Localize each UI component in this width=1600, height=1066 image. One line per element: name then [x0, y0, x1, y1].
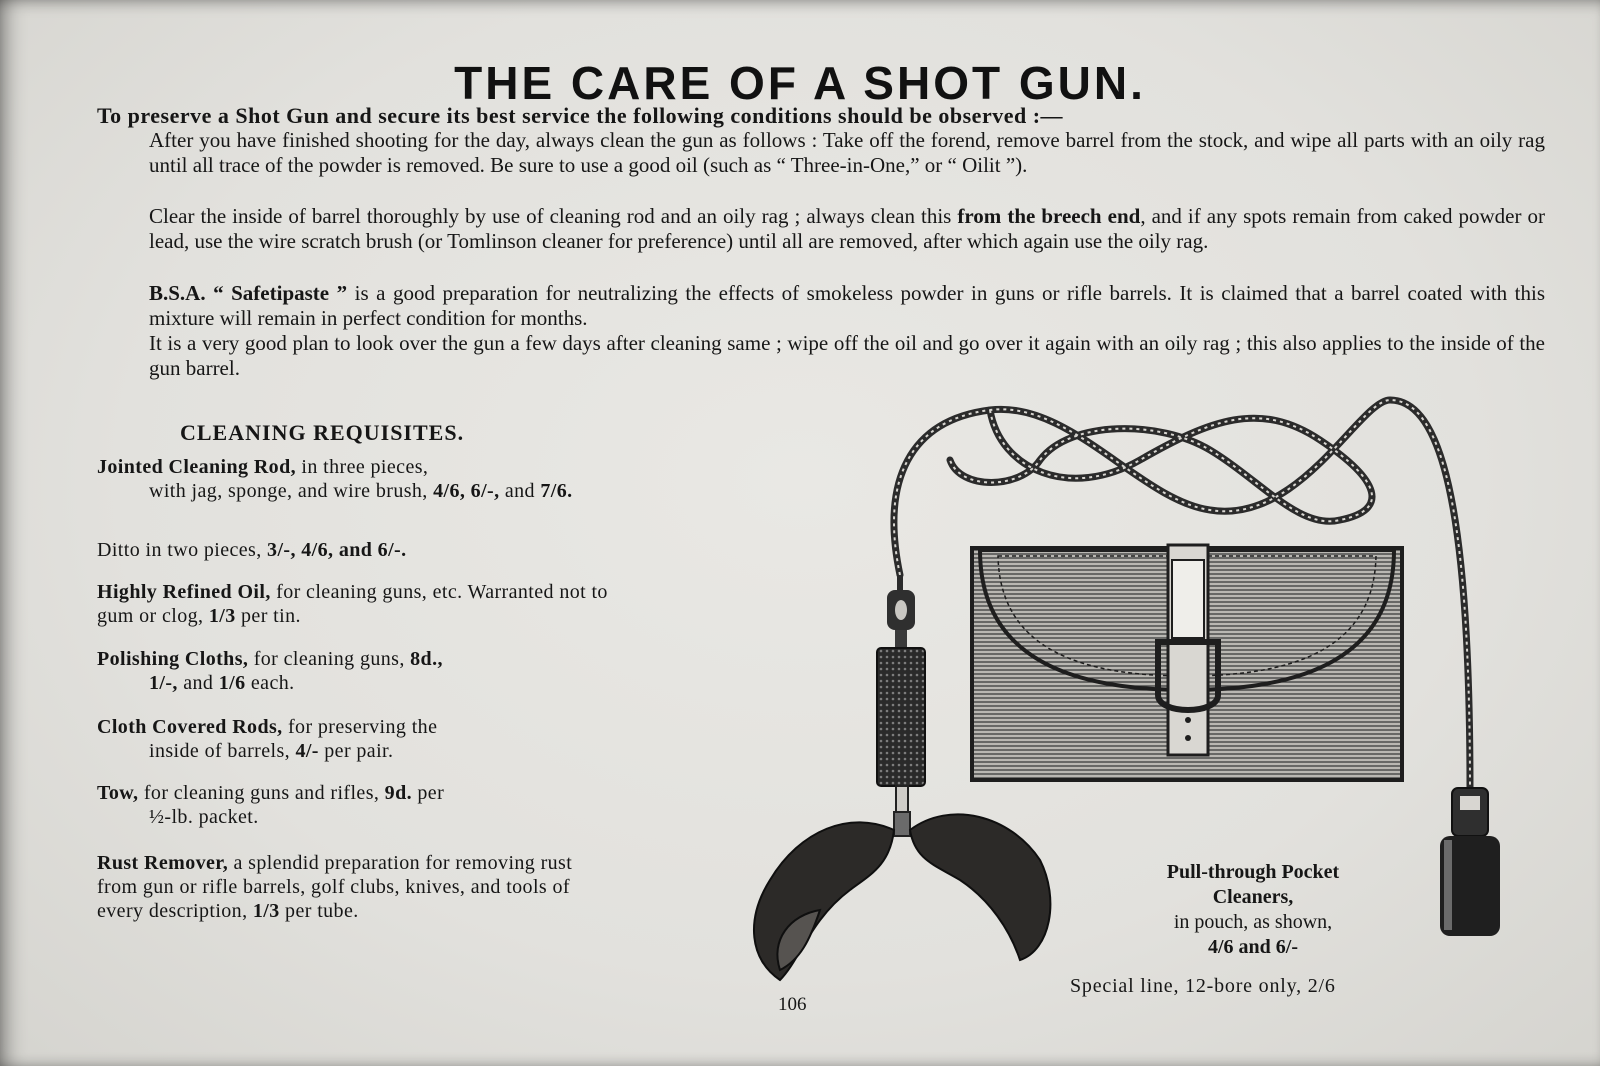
- item-price: 8d.,: [410, 648, 443, 670]
- list-item-cleaning-rod: [97, 455, 617, 503]
- cleaning-rag: [754, 814, 1050, 980]
- page-title: THE CARE OF A SHOT GUN.: [454, 57, 1146, 109]
- item-text: ½-lb. packet.: [149, 806, 259, 828]
- list-item-polishing-cloths: [97, 647, 617, 695]
- item-price: 7/6.: [540, 480, 573, 502]
- item-name: Polishing Cloths,: [97, 648, 249, 670]
- paragraph-barrel: [97, 204, 1545, 254]
- paragraph-cleaning-steps: [97, 128, 1545, 178]
- paragraph-text: is a good preparation for neutralizing the effects of smokeless powder in guns or rifle barrels. It is claimed that a barrel coated with this mixture will remain in perfect condition for months.: [149, 281, 1545, 330]
- page-number: 106: [778, 994, 807, 1015]
- wire-brush: [877, 575, 925, 836]
- item-text: per pair.: [318, 740, 394, 762]
- item-price: 1/-,: [149, 672, 178, 694]
- paragraph-text: After you have finished shooting for the day, always clean the gun as follows : Take off the forend, remove barrel from the stock, and wipe all parts with an oily rag until all trace of the powder is removed. Be sure to use a good oil (such as “ Three-in-One,” or “ Oilit ”).: [149, 128, 1545, 177]
- item-text: for preserving the: [282, 716, 438, 738]
- item-text: for cleaning guns, etc. Warranted not to gum or clog,: [97, 581, 608, 627]
- paragraph-text: It is a very good plan to look over the gun a few days after cleaning same ; wipe off the oil and go over it again with an oily rag ; this also applies to the inside of the gun barrel.: [149, 331, 1545, 380]
- caption-line: Cleaners,: [1212, 886, 1294, 908]
- item-text: and: [499, 480, 541, 502]
- caption-line: Pull-through Pocket: [1166, 861, 1340, 883]
- item-text: with jag, sponge, and wire brush,: [149, 480, 434, 502]
- list-item-covered-rods: [97, 715, 617, 763]
- caption-price: 4/6 and 6/-: [1207, 936, 1299, 958]
- paragraph-safetipaste: [97, 281, 1545, 331]
- item-price: 1/3: [208, 605, 236, 627]
- item-name: Highly Refined Oil,: [97, 581, 271, 603]
- item-price: 4/-: [295, 740, 319, 762]
- product-name: B.S.A. “ Safetipaste ”: [149, 281, 348, 305]
- item-price: 4/6, 6/-,: [433, 480, 500, 502]
- item-price: 3/-, 4/6, and 6/-.: [267, 539, 407, 561]
- item-name: Tow,: [97, 782, 139, 804]
- item-name: Rust Remover,: [97, 852, 229, 874]
- paragraph-text: , and if any spots remain from caked powder or lead, use the wire scratch brush (or Tomlinson cleaner for preference) until all are removed, after which again use the oily rag.: [149, 204, 1545, 253]
- item-text: a splendid preparation for removing rust from gun or rifle barrels, golf clubs, knives, and tools of every description,: [97, 852, 573, 922]
- item-text: each.: [245, 672, 295, 694]
- item-text: for cleaning guns and rifles,: [138, 782, 385, 804]
- item-name: Cloth Covered Rods,: [97, 716, 283, 738]
- item-price: 1/6: [218, 672, 246, 694]
- pouch: [972, 545, 1402, 780]
- illustration-caption: [1108, 860, 1398, 960]
- item-name: Jointed Cleaning Rod,: [97, 456, 296, 478]
- pull-through-weight: [1440, 788, 1500, 936]
- intro-line: To preserve a Shot Gun and secure its best service the following conditions should be observed :—: [97, 103, 1064, 128]
- item-text: per tin.: [235, 605, 301, 627]
- list-item-rust-remover: [97, 851, 617, 923]
- emphasis-text: from the breech end: [957, 204, 1141, 228]
- list-item-tow: [97, 781, 617, 829]
- item-text: per tube.: [279, 900, 359, 922]
- paragraph-text: Clear the inside of barrel thoroughly by use of cleaning rod and an oily rag ; always clean this: [149, 204, 958, 228]
- item-text: Ditto in two pieces,: [97, 539, 268, 561]
- item-text: and: [177, 672, 219, 694]
- item-text: per: [412, 782, 445, 804]
- special-line-note: Special line, 12-bore only, 2/6: [1070, 975, 1336, 997]
- list-item-oil: [97, 580, 617, 628]
- list-item-ditto: [97, 538, 617, 562]
- requisites-heading: CLEANING REQUISITES.: [180, 420, 465, 445]
- item-price: 1/3: [252, 900, 280, 922]
- caption-line: in pouch, as shown,: [1173, 911, 1333, 933]
- item-text: for cleaning guns,: [248, 648, 411, 670]
- item-price: 9d.: [384, 782, 412, 804]
- item-text: in three pieces,: [296, 456, 429, 478]
- item-text: inside of barrels,: [149, 740, 296, 762]
